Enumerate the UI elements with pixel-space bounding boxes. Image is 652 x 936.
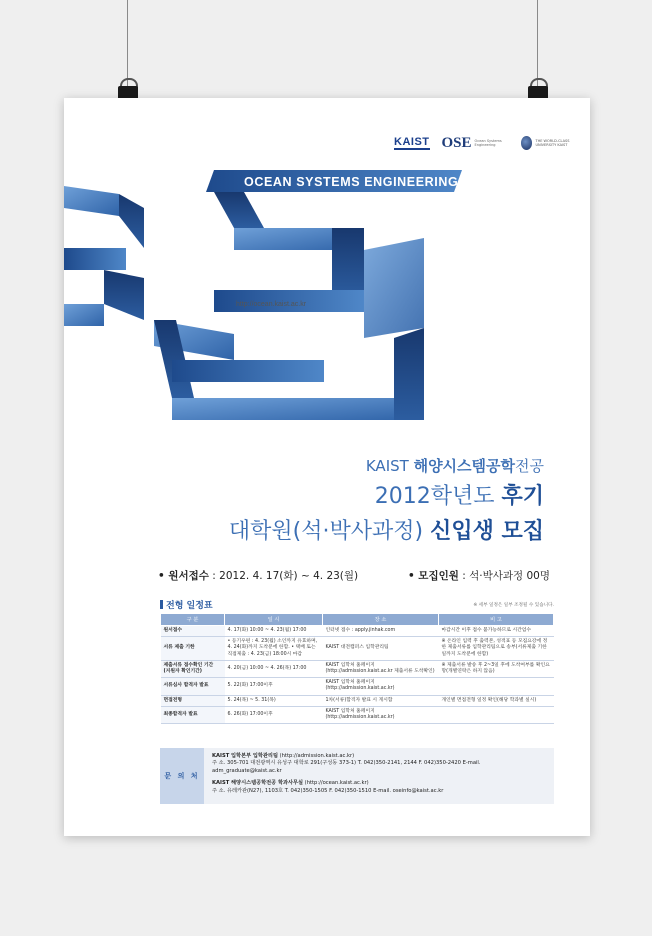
ose-logo-text: Ocean Systems Engineering [474, 139, 502, 147]
table-row [161, 637, 554, 661]
contact-details [212, 753, 548, 795]
row-label: 원서접수 [161, 626, 225, 637]
row-dates: 4. 20(금) 10:00 ~ 4. 26(목) 17:00 [225, 660, 323, 677]
ose-logo [442, 135, 510, 152]
row-dates: 5. 22(화) 17:00이후 [225, 678, 323, 695]
header-date: 일 시 [225, 614, 323, 626]
row-label: 면접전형 [161, 695, 225, 706]
contact-org2-address: 주 소. 유레카관(N27), 1103호 T. 042)350-1505 F. 042)350-1510 E-mail. oseinfo@kaist.ac.kr [212, 787, 444, 794]
globe-icon [521, 136, 532, 150]
table-row [161, 626, 554, 637]
table-row [161, 695, 554, 706]
row-place: 인터넷 접수 : apply.jinhak.com [323, 626, 439, 637]
table-row [161, 678, 554, 695]
header-category: 구 분 [161, 614, 225, 626]
schedule-note: ※ 세부 일정은 일부 조정될 수 있습니다. [473, 603, 554, 608]
row-dates: 5. 24(목) ~ 5. 31(목) [225, 695, 323, 706]
headline-line1: KAIST 해양시스템공학전공 [365, 457, 544, 475]
row-place: KAIST 입학처 홈페이지 (http://admission.kaist.ac.kr) [323, 706, 439, 723]
row-note: 마감시간 이후 접수 불가능하므로 시간엄수 [439, 626, 554, 637]
hanging-wire-right [537, 0, 538, 90]
row-note [439, 706, 554, 723]
row-note: ※ 제출서류 발송 후 2~3일 후에 도착여부를 확인요망(개별연락은 하지 않음) [439, 660, 554, 677]
row-dates: 4. 17(화) 10:00 ~ 4. 23(월) 17:00 [225, 626, 323, 637]
logo-bar [394, 132, 590, 154]
row-place: KAIST 입학처 홈페이지 (http://admission.kaist.ac.kr 제출서류 도착확인) [323, 660, 439, 677]
row-place: KAIST 입학처 홈페이지 (http://admission.kaist.ac.kr) [323, 678, 439, 695]
row-label: 제출서류 접수확인 기간 (지원자 확인기간) [161, 660, 225, 677]
row-note: ※ 온라인 입력 후 출력본, 성적표 등 모집요강에 정한 제출서류를 입학관리팀으로 송부(서류제출 기한일까지 도착분에 한함) [439, 637, 554, 661]
row-note [439, 678, 554, 695]
table-row [161, 660, 554, 677]
contact-org1: KAIST 입학본부 입학관리팀 (http://admission.kaist.ac.kr) [212, 753, 355, 759]
world-class-university-logo [521, 136, 590, 150]
contact-org2: KAIST 해양시스템공학전공 학과사무실 (http://ocean.kaist.ac.kr) [212, 780, 369, 787]
contact-org2-url[interactable]: (http://ocean.kaist.ac.kr) [304, 780, 369, 787]
contact-box [160, 748, 554, 804]
schedule-table [160, 613, 554, 724]
key-info-bullets [158, 568, 550, 583]
row-place: KAIST 대전캠퍼스 입학관리팀 [323, 637, 439, 661]
hanging-wire-left [127, 0, 128, 90]
recruitment-poster [64, 98, 590, 836]
schedule-title: 전형 일정표 [160, 598, 213, 611]
headline-line2: 2012학년도 후기 [374, 484, 544, 509]
row-note: 개인별 면접전형 일정 확인(해당 학과별 실시) [439, 695, 554, 706]
row-dates: 6. 26(화) 17:00이후 [225, 706, 323, 723]
row-label: 서류 제출 기한 [161, 637, 225, 661]
application-period: • 원서접수 : 2012. 4. 17(화) ~ 4. 23(월) [158, 570, 359, 582]
department-url[interactable]: http://ocean.kaist.ac.kr [236, 301, 307, 308]
table-row [161, 706, 554, 723]
header-remarks: 비 고 [439, 614, 554, 626]
headline [229, 455, 544, 545]
contact-org1-url[interactable]: (http://admission.kaist.ac.kr) [279, 753, 355, 759]
headline-line3: 대학원(석·박사과정) 신입생 모집 [228, 519, 544, 544]
schedule-header-row [161, 614, 554, 626]
ose-logo-mark: OSE [441, 134, 472, 151]
kaist-logo: KAIST [394, 136, 430, 148]
row-label: 최종합격자 발표 [161, 706, 225, 723]
world-class-university-text: THE WORLD-CLASS UNIVERSITY KAIST [535, 139, 570, 147]
contact-org1-address: 주 소. 305-701 대전광역시 유성구 대학로 291(구성동 373-1) T. 042)350-2141, 2144 F. 042)350-2420 E-mail. adm_graduate@kaist.ac.kr [212, 760, 481, 774]
department-english-title: OCEAN SYSTEMS ENGINEERING [244, 175, 459, 189]
row-label: 서류심사 합격자 발표 [161, 678, 225, 695]
header-place: 장 소 [323, 614, 439, 626]
row-dates: • 등기우편 : 4. 23(월) 소인까지 유효하며, 4. 24(화)까지 도착분에 한함. • 택배 또는 직접제출 : 4. 23(금) 18:00시 마감 [225, 637, 323, 661]
recruitment-number: • 모집인원 : 석·박사과정 00명 [407, 570, 550, 582]
row-place: 1차(서류)합격자 발표 시 게시함 [323, 695, 439, 706]
contact-label: 문 의 처 [160, 748, 204, 804]
